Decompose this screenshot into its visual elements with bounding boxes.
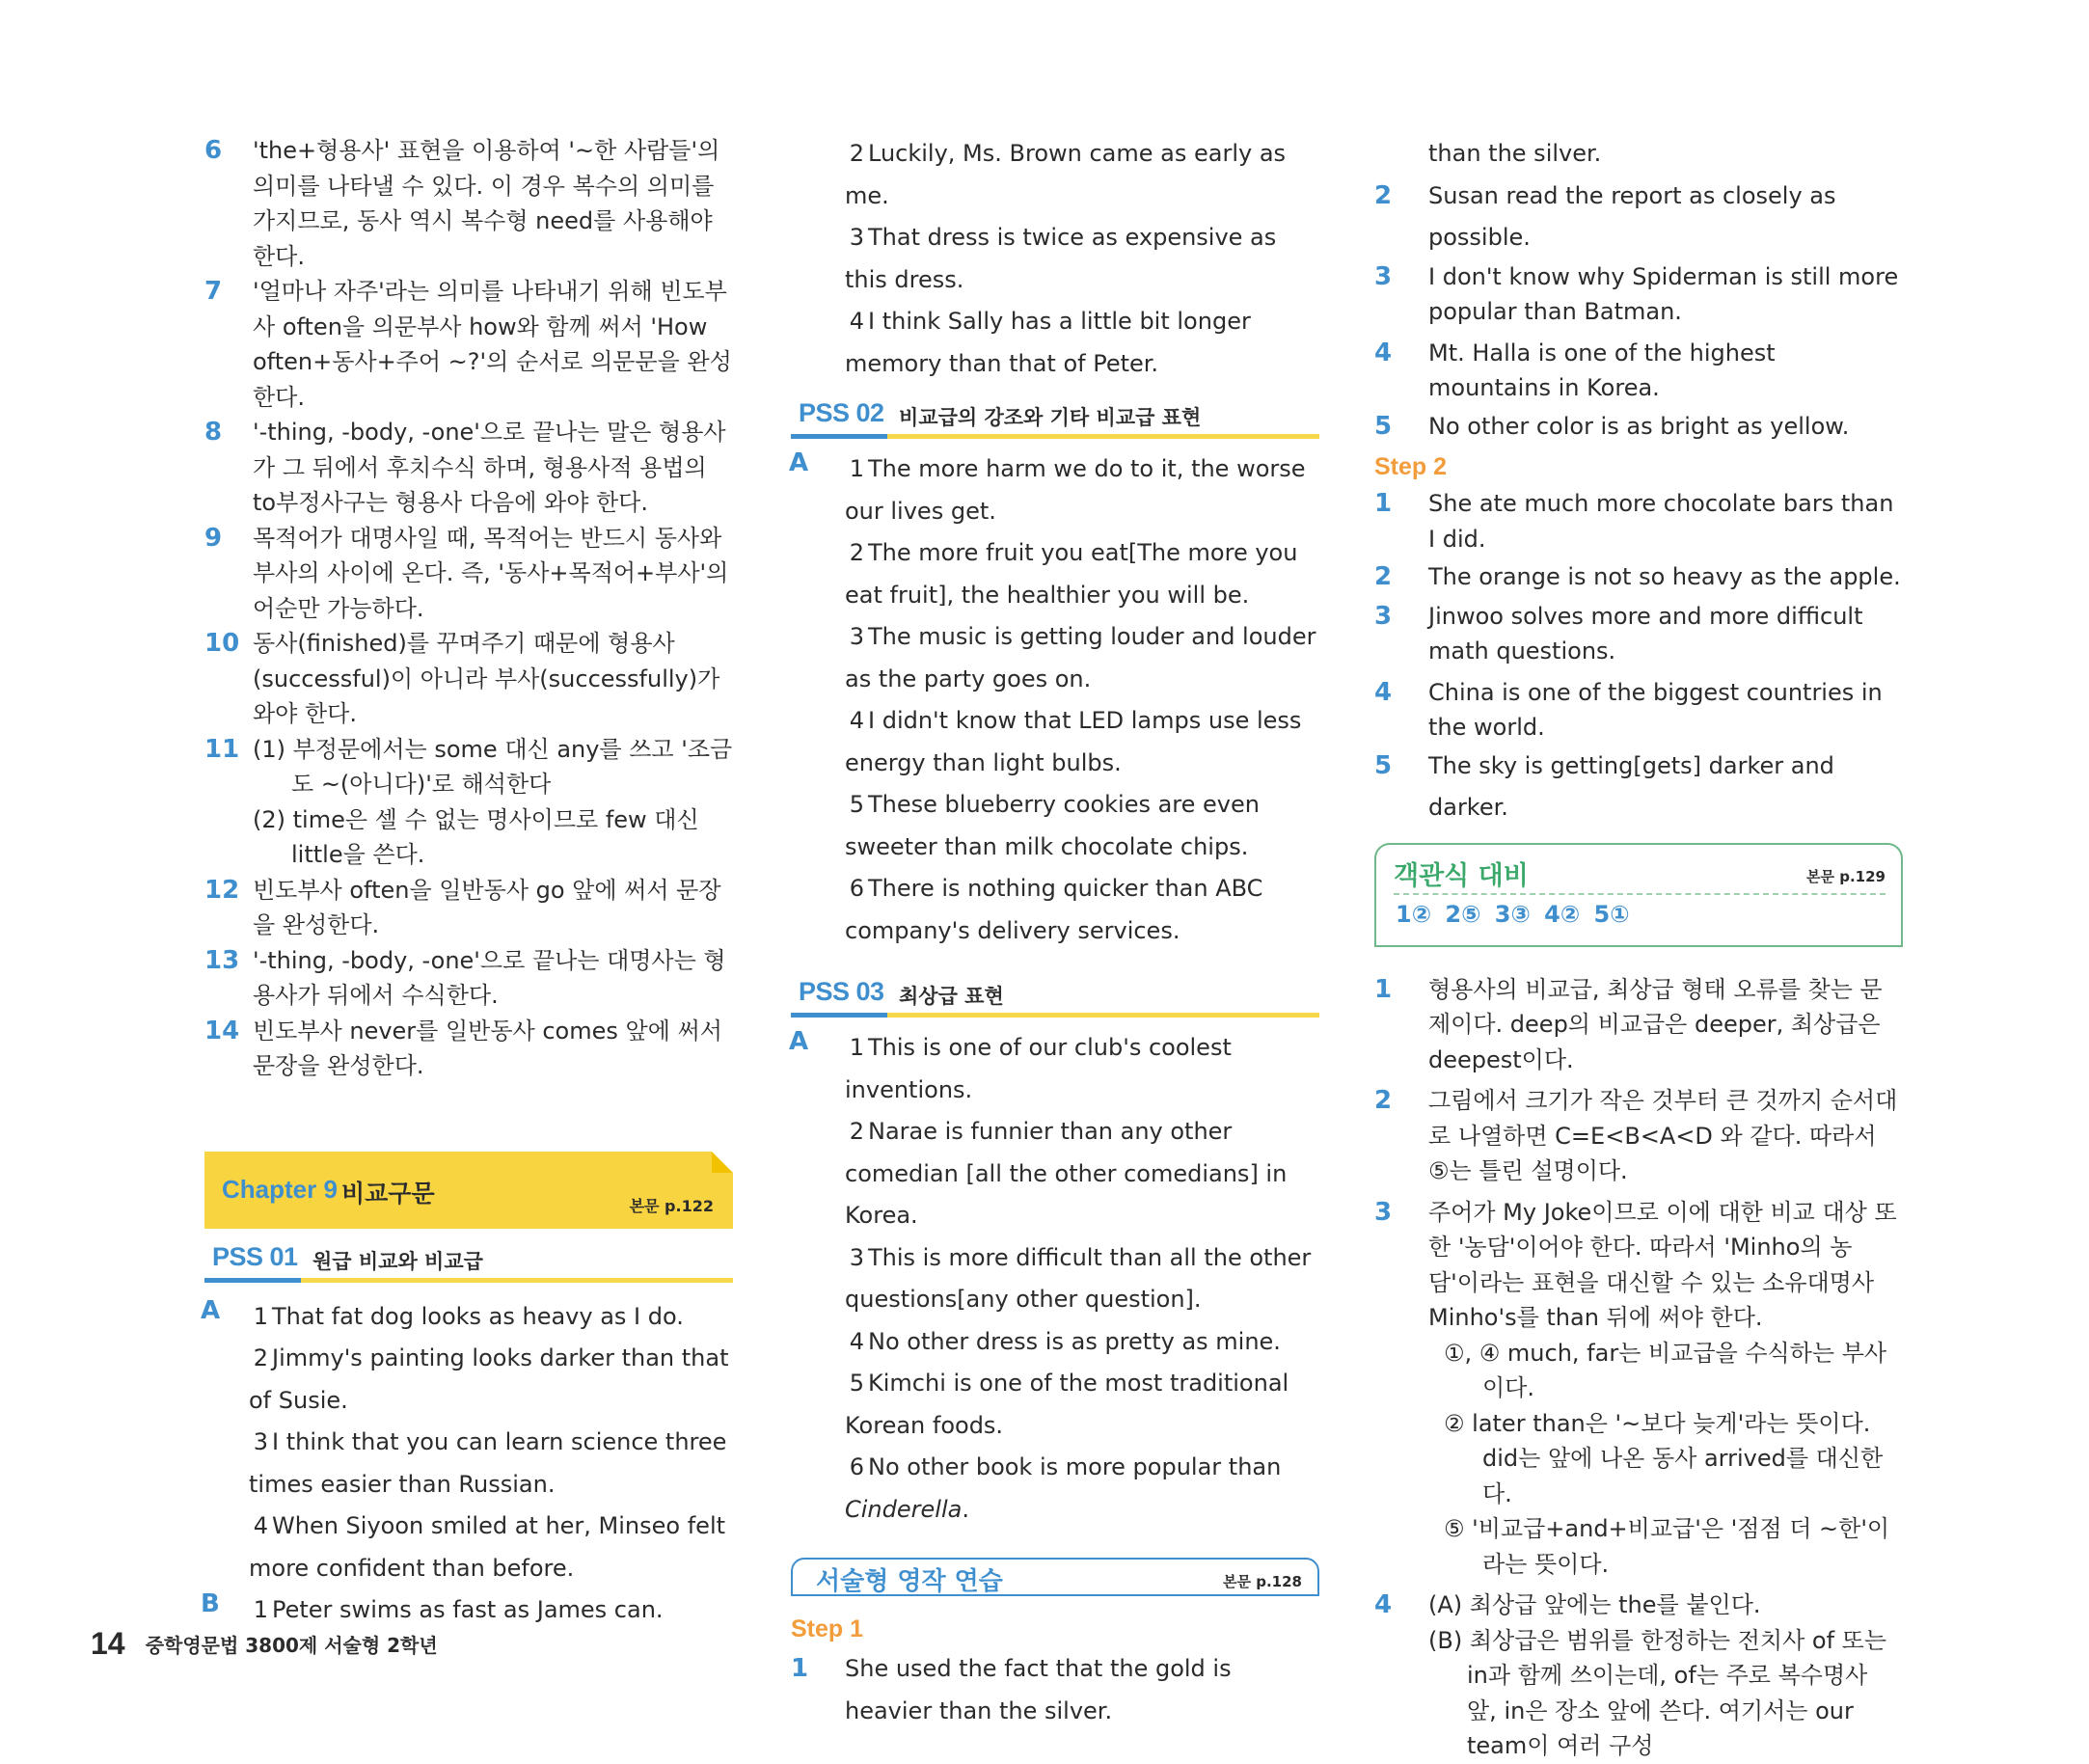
item-number: 1 bbox=[1374, 974, 1393, 1004]
answer-row bbox=[845, 1363, 1319, 1447]
item-text: 그림에서 크기가 작은 것부터 큰 것까지 순서대로 나열하면 C=E<B<A<D 와 같다. 따라서 ⑤는 틀린 설명이다. bbox=[1428, 1087, 1898, 1184]
answer-text: There is nothing quicker than ABC company's delivery services. bbox=[845, 875, 1263, 944]
continued-text: than the silver. bbox=[1428, 140, 1602, 167]
list-item bbox=[204, 873, 733, 943]
answer-number: 2 bbox=[849, 539, 864, 566]
step-label: Step 2 bbox=[1374, 453, 1448, 480]
section-tag: PSS 03 bbox=[799, 977, 884, 1006]
answer-row bbox=[845, 1027, 1319, 1111]
answer-row bbox=[845, 301, 1319, 385]
note: ⑤ '비교급+and+비교급'은 '점점 더 ~한'이라는 뜻이다. bbox=[1444, 1515, 1890, 1578]
section-header-pss02 bbox=[791, 394, 1319, 439]
answer-row bbox=[845, 1237, 1319, 1321]
answer-text: Peter swims as fast as James can. bbox=[272, 1596, 664, 1623]
answer-group-B bbox=[201, 1589, 733, 1632]
item-text: I don't know why Spiderman is still more popular than Batman. bbox=[1428, 262, 1899, 325]
item-text: '얼마나 자주'라는 의미를 나타내기 위해 빈도부사 often을 의문부사 how와 함께 써서 'How often+동사+주어 ~?'의 순서로 의문문을 완성한다. bbox=[253, 278, 732, 411]
list-item bbox=[204, 415, 733, 521]
answer-number: 3 bbox=[849, 623, 864, 650]
note: ①, ④ much, far는 비교급을 수식하는 부사이다. bbox=[1444, 1339, 1887, 1401]
answer-number: 4 bbox=[849, 1327, 864, 1355]
item-number: 4 bbox=[1374, 338, 1393, 367]
group-letter: A bbox=[789, 1027, 809, 1056]
item-text: Susan read the report as closely as possible. bbox=[1428, 181, 1836, 251]
answer-group-A bbox=[201, 1295, 733, 1590]
answer-row bbox=[845, 700, 1319, 784]
item-number: 1 bbox=[791, 1654, 809, 1683]
item-number: 14 bbox=[204, 1016, 240, 1045]
book-title: Cinderella bbox=[845, 1495, 963, 1523]
list-item bbox=[1374, 176, 1903, 259]
page-reference: 본문 p.128 bbox=[1223, 1573, 1302, 1590]
list-item bbox=[204, 274, 733, 415]
item-text: 목적어가 대명사일 때, 목적어는 반드시 동사와 부사의 사이에 온다. 즉, '동사+목적어+부사'의 어순만 가능하다. bbox=[253, 524, 729, 622]
list-item bbox=[204, 626, 733, 732]
note: ② later than은 '~보다 늦게'라는 뜻이다. did는 앞에 나온 동사 arrived를 대신한다. bbox=[1444, 1409, 1884, 1507]
item-text: '-thing, -body, -one'으로 끝나는 말은 형용사가 그 뒤에서 후치수식 하며, 형용사적 용법의 to부정사구는 형용사 다음에 와야 한다. bbox=[253, 419, 726, 516]
answer-group-A bbox=[791, 448, 1319, 952]
list-item bbox=[1374, 972, 1903, 1078]
sub-item: (2) time은 셀 수 없는 명사이므로 few 대신 little을 쓴다. bbox=[253, 805, 699, 868]
answer-text: . bbox=[962, 1495, 969, 1523]
item-text bbox=[1428, 1195, 1903, 1583]
answer-number: 6 bbox=[849, 1453, 864, 1480]
item-number: 4 bbox=[1374, 1590, 1393, 1619]
answer-number: 4 bbox=[253, 1512, 268, 1539]
answer-text: These blueberry cookies are even sweeter than milk chocolate chips. bbox=[845, 791, 1260, 860]
section-tag: PSS 02 bbox=[799, 398, 884, 427]
item-text bbox=[1428, 1588, 1903, 1764]
step-label: Step 1 bbox=[791, 1615, 864, 1642]
answer-number: 2 bbox=[849, 1118, 864, 1145]
answer-text: When Siyoon smiled at her, Minseo felt more confident than before. bbox=[249, 1512, 726, 1582]
item-text: Jinwoo solves more and more difficult math questions. bbox=[1428, 602, 1863, 665]
column-2 bbox=[789, 133, 1319, 1724]
list-item bbox=[1374, 336, 1903, 406]
divider bbox=[1394, 893, 1886, 895]
item-text: The sky is getting[gets] darker and darker. bbox=[1428, 751, 1834, 821]
item-number: 9 bbox=[204, 523, 223, 553]
item-text: 동사(finished)를 꾸며주기 때문에 형용사(successful)이 아니라 부사(successfully)가 와야 한다. bbox=[253, 630, 720, 727]
section-title: 원급 비교와 비교급 bbox=[312, 1249, 483, 1273]
answer-number: 1 bbox=[253, 1596, 268, 1623]
item-number: 2 bbox=[1374, 180, 1393, 210]
answer-text: The music is getting louder and louder as the party goes on. bbox=[845, 623, 1316, 692]
answer-text: I think Sally has a little bit longer memory than that of Peter. bbox=[845, 308, 1251, 377]
answer-row bbox=[845, 448, 1319, 532]
item-text: She used the fact that the gold is heavier than the silver. bbox=[845, 1655, 1232, 1724]
item-number: 1 bbox=[1374, 489, 1393, 518]
answer-text: The more fruit you eat[The more you eat fruit], the healthier you will be. bbox=[845, 539, 1298, 609]
answer-row bbox=[249, 1506, 733, 1589]
answer-row bbox=[845, 784, 1319, 868]
chapter-banner bbox=[204, 1152, 733, 1229]
answer-row bbox=[845, 1111, 1319, 1237]
item-text: 빈도부사 never를 일반동사 comes 앞에 써서 문장을 완성한다. bbox=[253, 1017, 722, 1079]
chapter-label: Chapter 9 bbox=[222, 1174, 338, 1204]
answer-text: This is one of our club's coolest inventions. bbox=[845, 1034, 1232, 1103]
objective-answer-box bbox=[1374, 843, 1903, 947]
section-tag: PSS 01 bbox=[212, 1241, 298, 1271]
item-number: 3 bbox=[1374, 1197, 1393, 1227]
answer-text: No other book is more popular than bbox=[868, 1453, 1282, 1480]
answer-text: I think that you can learn science three times easier than Russian. bbox=[249, 1428, 727, 1498]
answer-row bbox=[845, 616, 1319, 700]
list-item bbox=[1374, 675, 1903, 746]
answer-number: 5 bbox=[849, 1370, 864, 1397]
item-number: 3 bbox=[1374, 261, 1393, 291]
answer-number: 2 bbox=[849, 140, 864, 167]
item-text: '-thing, -body, -one'으로 끝나는 대명사는 형용사가 뒤에서 수식한다. bbox=[253, 946, 726, 1009]
answer-text: Narae is funnier than any other comedian [all the other comedians] in Korea. bbox=[845, 1118, 1288, 1229]
list-item bbox=[1374, 746, 1903, 829]
divider bbox=[887, 434, 1319, 439]
answer-text: Luckily, Ms. Brown came as early as me. bbox=[845, 140, 1287, 209]
answer-text: This is more difficult than all the other questions[any other question]. bbox=[845, 1243, 1312, 1313]
list-item bbox=[1374, 556, 1903, 599]
item-number: 3 bbox=[1374, 601, 1393, 631]
item-number: 10 bbox=[204, 629, 240, 658]
item-number: 11 bbox=[204, 734, 240, 764]
page-reference: 본문 p.129 bbox=[1806, 867, 1886, 885]
sub-item: (B) 최상급은 범위를 한정하는 전치사 of 또는 in과 함께 쓰이는데, of는 주로 복수명사 앞, in은 장소 앞에 쓴다. 여기서는 our team이 여러 구성 bbox=[1428, 1626, 1887, 1759]
writing-practice-header bbox=[791, 1558, 1319, 1596]
item-text: No other color is as bright as yellow. bbox=[1428, 412, 1850, 440]
list-item bbox=[1374, 486, 1903, 556]
item-number: 4 bbox=[1374, 677, 1393, 707]
divider bbox=[204, 1278, 301, 1283]
answer-row bbox=[845, 532, 1319, 616]
section-header-pss03 bbox=[791, 973, 1319, 1018]
item-text: The orange is not so heavy as the apple. bbox=[1428, 563, 1901, 590]
answer-text: That dress is twice as expensive as this dress. bbox=[845, 224, 1277, 293]
answer-number: 6 bbox=[849, 875, 864, 902]
list-item bbox=[204, 1014, 733, 1084]
list-item bbox=[1374, 1588, 1903, 1764]
list-item bbox=[204, 732, 733, 873]
answer-row bbox=[249, 1589, 733, 1632]
answer-number: 1 bbox=[253, 1302, 268, 1330]
answer-number: 5 bbox=[849, 791, 864, 818]
answer-row bbox=[249, 1338, 733, 1422]
answer-row bbox=[845, 1321, 1319, 1364]
list-item bbox=[1374, 259, 1903, 330]
book-title: 중학영문법 3800제 서술형 2학년 bbox=[145, 1634, 438, 1657]
explanation-text: 주어가 My Joke이므로 이에 대한 비교 대상 또한 '농담'이어야 한다. 따라서 'Minho의 농담'이라는 표현을 대신할 수 있는 소유대명사 Minho's를 than 뒤에 써야 한다. bbox=[1428, 1198, 1897, 1331]
item-text: 빈도부사 often을 일반동사 go 앞에 써서 문장을 완성한다. bbox=[253, 876, 721, 938]
list-item bbox=[791, 1648, 1319, 1724]
item-text: She ate much more chocolate bars than I did. bbox=[1428, 490, 1894, 553]
sub-item: (1) 부정문에서는 some 대신 any를 쓰고 '조금도 ~(아니다)'로 해석한다 bbox=[253, 735, 733, 798]
answer-key: 1② 2⑤ 3③ 4② 5① bbox=[1396, 900, 1630, 928]
answer-number: 3 bbox=[849, 224, 864, 251]
list-item bbox=[1374, 1083, 1903, 1189]
answer-text: No other dress is as pretty as mine. bbox=[868, 1327, 1281, 1355]
answer-number: 3 bbox=[849, 1243, 864, 1271]
answer-row bbox=[845, 1447, 1319, 1531]
answer-row bbox=[845, 133, 1319, 217]
answer-text: Kimchi is one of the most traditional Korean foods. bbox=[845, 1370, 1289, 1439]
group-letter: A bbox=[201, 1295, 221, 1325]
item-text: 'the+형용사' 표현을 이용하여 '~한 사람들'의 의미를 나타낼 수 있다. 이 경우 복수의 의미를 가지므로, 동사 역시 복수형 need를 사용해야 한다. bbox=[253, 137, 720, 270]
item-number: 5 bbox=[1374, 411, 1393, 441]
item-text: China is one of the biggest countries in the world. bbox=[1428, 678, 1883, 741]
item-number: 2 bbox=[1374, 562, 1393, 591]
answer-text: I didn't know that LED lamps use less energy than light bulbs. bbox=[845, 707, 1302, 776]
item-number: 13 bbox=[204, 945, 240, 975]
divider bbox=[791, 434, 887, 439]
answer-row bbox=[845, 868, 1319, 952]
column-3 bbox=[1374, 133, 1903, 1764]
section-title: 최상급 표현 bbox=[899, 985, 1004, 1008]
answer-text: The more harm we do to it, the worse our lives get. bbox=[845, 455, 1306, 525]
group-letter: B bbox=[201, 1589, 220, 1618]
group-letter: A bbox=[789, 448, 809, 477]
page-number: 14 bbox=[91, 1626, 125, 1661]
divider bbox=[887, 1013, 1319, 1018]
list-item bbox=[1374, 1195, 1903, 1583]
item-text: 형용사의 비교급, 최상급 형태 오류를 찾는 문제이다. deep의 비교급은 deeper, 최상급은 deepest이다. bbox=[1428, 975, 1883, 1073]
sub-item: (A) 최상급 앞에는 the를 붙인다. bbox=[1428, 1591, 1761, 1618]
answer-group-A bbox=[791, 1027, 1319, 1531]
section-header-pss01 bbox=[204, 1238, 733, 1283]
chapter-title: 비교구문 bbox=[341, 1179, 435, 1208]
item-number: 7 bbox=[204, 277, 223, 306]
page-reference: 본문 p.122 bbox=[629, 1196, 714, 1215]
divider bbox=[301, 1278, 733, 1283]
list-item bbox=[204, 943, 733, 1014]
answer-number: 1 bbox=[849, 1034, 864, 1061]
answer-text: Jimmy's painting looks darker than that of Susie. bbox=[249, 1344, 729, 1414]
item-number: 12 bbox=[204, 875, 240, 905]
answer-row bbox=[249, 1422, 733, 1506]
section-title: 객관식 대비 bbox=[1394, 860, 1529, 891]
divider bbox=[791, 1013, 887, 1018]
list-item bbox=[204, 133, 733, 274]
corner-fold bbox=[712, 1152, 733, 1173]
answer-row bbox=[845, 217, 1319, 301]
item-number: 8 bbox=[204, 418, 223, 447]
section-title: 비교급의 강조와 기타 비교급 표현 bbox=[899, 406, 1202, 429]
answer-number: 1 bbox=[849, 455, 864, 482]
list-item bbox=[1374, 599, 1903, 669]
item-number: 2 bbox=[1374, 1086, 1393, 1115]
section-title: 서술형 영작 연습 bbox=[816, 1567, 1003, 1596]
answer-number: 2 bbox=[253, 1344, 268, 1371]
column-1 bbox=[201, 133, 733, 1632]
answer-number: 4 bbox=[849, 707, 864, 734]
item-number: 6 bbox=[204, 136, 223, 165]
list-item bbox=[204, 521, 733, 627]
answer-text: That fat dog looks as heavy as I do. bbox=[272, 1302, 684, 1330]
answer-number: 3 bbox=[253, 1428, 268, 1455]
list-item bbox=[1374, 406, 1903, 448]
item-text: Mt. Halla is one of the highest mountains in Korea. bbox=[1428, 339, 1776, 401]
item-number: 5 bbox=[1374, 750, 1393, 780]
answer-row bbox=[249, 1296, 733, 1339]
answer-number: 4 bbox=[849, 308, 864, 335]
item-text bbox=[253, 732, 733, 873]
page-footer bbox=[91, 1626, 438, 1662]
